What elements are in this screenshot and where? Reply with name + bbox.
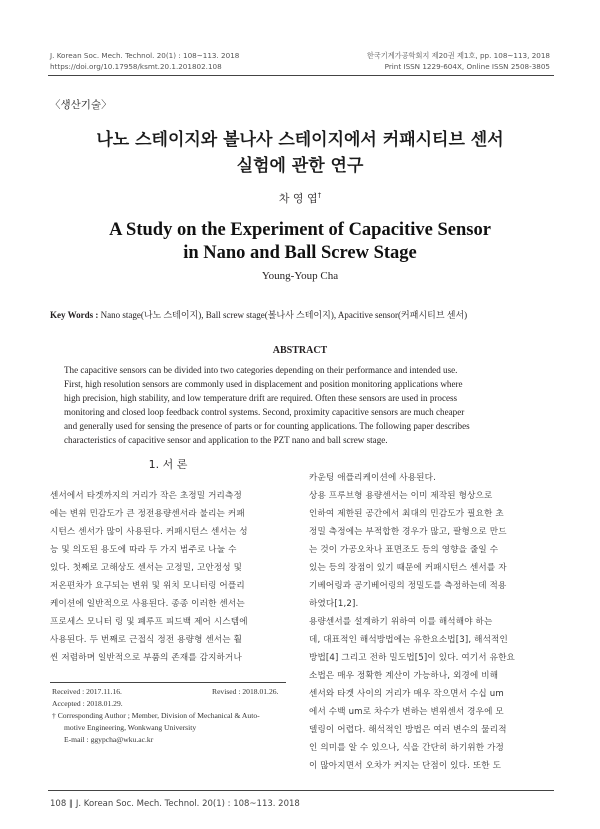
title-korean-line1: 나노 스테이지와 볼나사 스테이지에서 커패시티브 센서 <box>96 130 504 150</box>
abstract-heading: ABSTRACT <box>272 345 328 356</box>
keywords-label: Key Words : <box>50 310 99 320</box>
header-rule <box>48 75 554 76</box>
doi-link[interactable]: https://doi.org/10.17958/ksmt.20.1.201802.108 <box>50 62 222 71</box>
body-line: 센서와 타겟 사이의 거리가 매우 작으면서 수십 um <box>309 689 504 699</box>
body-line: 능 및 의도된 용도에 따라 두 가지 범주로 나눌 수 <box>50 545 237 555</box>
footnote-rule <box>50 682 286 683</box>
author-korean-name: 차 영 엽 <box>278 192 318 205</box>
body-line: 기베어링과 공기베어링의 정밀도를 측정하는데 적용 <box>309 581 507 591</box>
body-line: 상용 프루브형 용량센서는 이미 제작된 형상으로 <box>309 491 493 501</box>
issn-info: Print ISSN 1229-604X, Online ISSN 2508-3805 <box>384 62 550 71</box>
journal-citation-korean: 한국기계가공학회지 제20권 제1호, pp. 108~113, 2018 <box>366 51 550 60</box>
body-line: 저온편차가 요구되는 변위 및 위치 모니터링 어플리 <box>50 581 245 591</box>
keywords-list: Nano stage(나노 스테이지), Ball screw stage(볼나사 스테이지), Apacitive sensor(커패시티브 센서) <box>100 310 468 320</box>
body-line: 방법[4] 그리고 전하 밀도법[5]이 있다. 여기서 유한요 <box>309 653 515 663</box>
author-english: Young-Youp Cha <box>261 270 339 282</box>
body-line: 씬 저렴하며 일반적으로 부품의 존재를 감지하거나 <box>50 653 242 663</box>
body-line: 사용된다. 두 번째로 근접식 정전 용량형 센서는 훨 <box>50 635 243 645</box>
body-line: 케이션에 일반적으로 사용된다. 종종 이러한 센서는 <box>50 599 245 609</box>
body-line: 이 많아지면서 오차가 커지는 단점이 있다. 또한 도 <box>309 761 502 771</box>
body-line: 에서 수백 um로 차수가 변하는 변위센서 경우에 모 <box>309 707 504 717</box>
title-english-line1: A Study on the Experiment of Capacitive Sensor <box>109 220 491 240</box>
body-line: 용량센서를 설계하기 위하여 이를 해석해야 하는 <box>309 617 493 627</box>
body-line: 소법은 매우 정확한 계산이 가능하나, 외경에 비해 <box>309 671 499 681</box>
revised-date: Revised : 2018.01.26. <box>212 687 279 696</box>
body-line: 인 의미를 알 수 있으나, 식을 간단히 하기위한 가정 <box>309 743 504 753</box>
corresponding-affiliation: motive Engineering, Wonkwang University <box>64 723 197 732</box>
body-line: 델링이 어렵다. 해석적인 방법은 여러 변수의 물리적 <box>309 725 507 735</box>
page-footer: 108 ∥ J. Korean Soc. Mech. Technol. 20(1) : 108~113. 2018 <box>50 799 300 809</box>
title-english-line2: in Nano and Ball Screw Stage <box>183 243 417 263</box>
abstract-line: The capacitive sensors can be divided into two categories depending on their performance and intended use. <box>64 365 458 375</box>
body-line: 카운팅 애플리케이션에 사용된다. <box>309 473 436 483</box>
author-korean <box>0 190 600 206</box>
body-line: 는 것이 가공오차나 표면조도 등의 영향을 줄일 수 <box>309 545 499 555</box>
abstract-line: high precision, high stability, and low temperature drift are required. Often these sensors are used in process <box>64 393 458 403</box>
author-email[interactable]: E-mail : ggypcha@wku.ac.kr <box>64 735 154 744</box>
accepted-date: Accepted : 2018.01.29. <box>52 699 123 708</box>
body-line: 정밀 측정에는 부적합한 경우가 많고, 팔형으로 만드 <box>309 527 507 537</box>
abstract-line: and generally used for sensing the presence of parts or for counting applications. The following paper describes <box>64 421 470 431</box>
abstract-line: First, high resolution sensors are commonly used in displacement and position monitoring applications where <box>64 379 463 389</box>
body-line: 있다. 첫째로 고해상도 센서는 고정밀, 고안정성 및 <box>50 563 243 573</box>
corresponding-mark: † <box>317 191 322 200</box>
keywords <box>50 308 467 321</box>
journal-citation: J. Korean Soc. Mech. Technol. 20(1) : 108~113. 2018 <box>50 51 240 60</box>
body-line: 센서에서 타겟까지의 거리가 작은 초정밀 거리측정 <box>50 491 242 501</box>
footer-rule <box>48 790 554 791</box>
body-line: 있는 등의 장점이 있기 때문에 커패시턴스 센서를 자 <box>309 563 507 573</box>
body-line: 시턴스 센서가 많이 사용된다. 커패시턴스 센서는 성 <box>50 527 248 537</box>
body-line: 프로세스 모니터 링 및 폐루프 피드백 제어 시스템에 <box>50 617 248 627</box>
title-korean-line2: 실험에 관한 연구 <box>236 156 364 176</box>
body-line: 하였다[1,2]. <box>309 599 359 609</box>
article-category: 〈생산기술〉 <box>50 99 112 111</box>
body-line: 인하여 제한된 공간에서 최대의 민감도가 필요한 초 <box>309 509 504 519</box>
corresponding-author: † Corresponding Author ; Member, Division of Mechanical & Auto- <box>52 711 260 720</box>
received-date: Received : 2017.11.16. <box>52 687 122 696</box>
abstract-line: characteristics of capacitive sensor and application to the PZT nano and ball screw stage. <box>64 435 388 445</box>
body-line: 데, 대표적인 해석방법에는 유한요소법[3], 해석적인 <box>309 635 508 645</box>
abstract-line: monitoring and closed loop feedback control systems. Second, proximity capacitive sensors are much cheaper <box>64 407 465 417</box>
body-line: 에는 변위 민감도가 큰 정전용량센서라 불리는 커패 <box>50 509 245 519</box>
section-heading-introduction: 1. 서 론 <box>148 458 188 471</box>
